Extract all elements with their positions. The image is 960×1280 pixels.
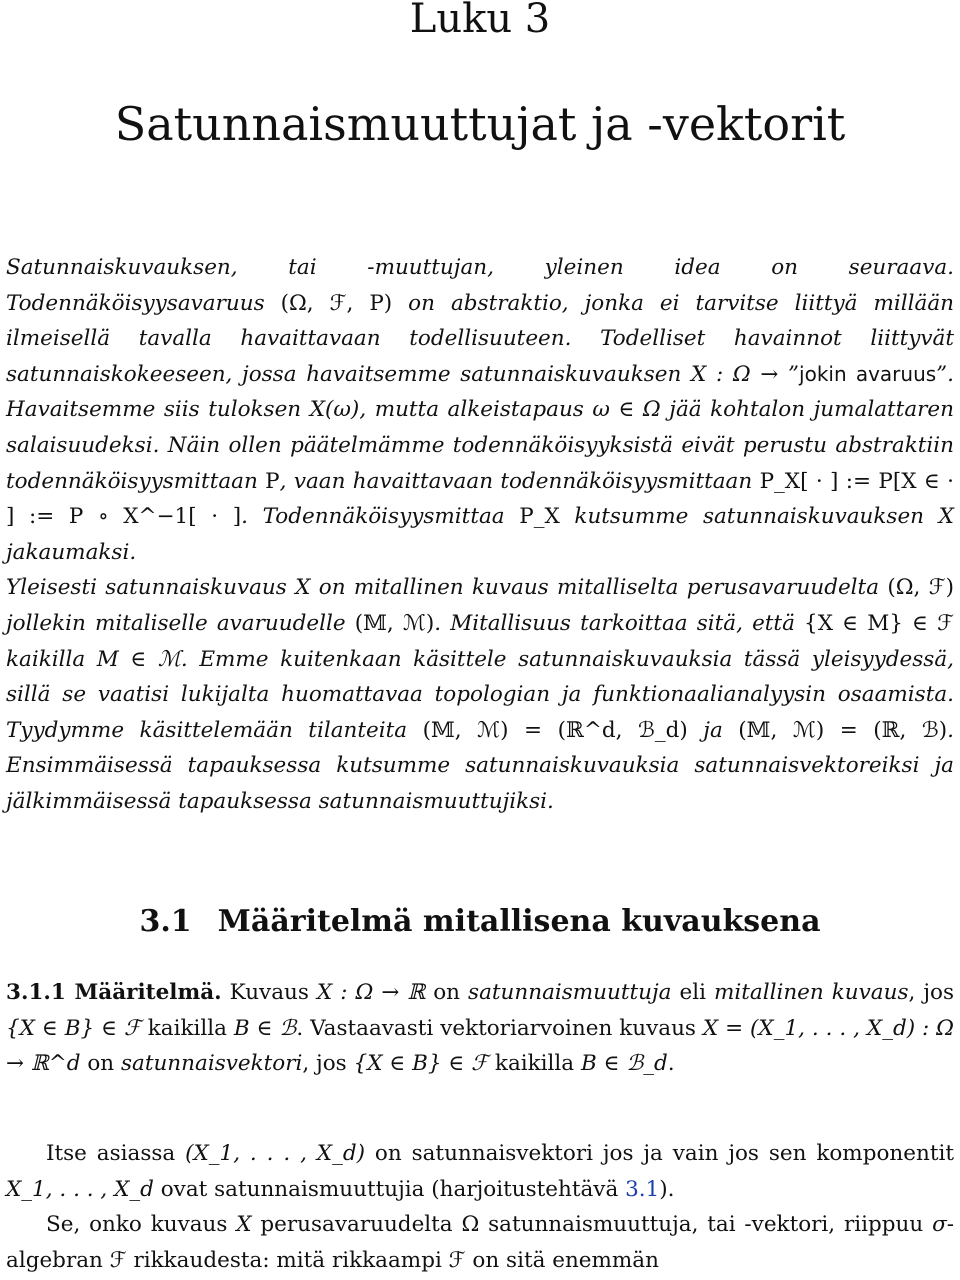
math-expression: (𝕄, ℳ) = (ℝ, ℬ) <box>738 717 948 743</box>
section-number: 3.1 <box>139 904 192 939</box>
definition-paragraph <box>6 975 954 1082</box>
math-expression: B ∈ ℬ <box>233 1015 297 1041</box>
text-run: ”. Havaitsemme siis tuloksen <box>6 361 954 423</box>
math-expression: jokin avaruus <box>799 361 937 386</box>
text-run: . Mitallisuus tarkoittaa sitä, että <box>434 610 805 636</box>
text-run: kaikilla <box>488 1051 581 1077</box>
defined-term: satunnaismuuttuja <box>468 980 672 1005</box>
text-run: ja <box>687 717 739 743</box>
body-paragraph-1 <box>6 1136 954 1207</box>
text-run: , vaan havaittavaan todennäköisyysmittaan <box>279 468 760 494</box>
text-run: , mutta alkeistapaus <box>359 397 593 423</box>
text-run: Kuvaus <box>221 980 317 1005</box>
math-expression: (Ω, ℱ, P) <box>280 290 393 316</box>
body-paragraph-2 <box>6 1207 954 1278</box>
math-expression: {X ∈ B} ∈ ℱ <box>353 1051 489 1077</box>
intro-paragraph-2 <box>6 570 954 819</box>
text-run: kaikilla <box>140 1015 234 1041</box>
math-expression: B ∈ ℬ_d <box>580 1051 668 1077</box>
text-run: . Emme kuitenkaan käsittele satunnaiskuvauksia tässä yleisyydessä, sillä se vaatisi lukijalta huomattavaa topologian ja funktionaalianalyysin osaamista. Tyydymme käsittelemään tilanteita <box>6 646 954 743</box>
math-expression: X <box>938 504 954 530</box>
text-run: , jos <box>302 1051 354 1077</box>
text-run: ovat satunnaismuuttujia (harjoitustehtävä <box>153 1176 626 1202</box>
math-expression: P_X[ · ] := P[X ∈ · ] := P ∘ X^−1[ · ] <box>6 468 954 530</box>
defined-term: satunnaisvektori <box>120 1051 303 1077</box>
intro-paragraphs <box>6 250 954 820</box>
chapter-label: Luku 3 <box>409 0 551 42</box>
text-run: Yleisesti satunnaiskuvaus <box>6 575 296 601</box>
defined-term: mitallinen kuvaus <box>713 980 909 1005</box>
text-run: -algebran <box>6 1212 955 1273</box>
text-run: on <box>80 1051 121 1077</box>
text-run: perusavaruudelta <box>251 1212 462 1238</box>
text-run: . Ensimmäisessä tapauksessa kutsumme satunnaiskuvauksia satunnaisvektoreiksi ja jälkimmäisessä tapauksessa satunnaismuuttujiksi. <box>6 717 955 814</box>
text-run: eli <box>671 980 714 1005</box>
math-expression: (X_1, . . . , X_d) <box>185 1141 366 1166</box>
intro-paragraph-1 <box>6 250 954 570</box>
text-run: ). <box>659 1176 675 1202</box>
math-expression: (𝕄, ℳ) = (ℝ^d, ℬ_d) <box>422 717 688 743</box>
text-run: on <box>425 980 469 1005</box>
definition-block <box>6 975 954 1082</box>
math-expression: P_X <box>519 504 560 530</box>
math-expression: X = (X_1, . . . , X_d) : Ω → ℝ^d <box>6 1015 954 1077</box>
math-expression: M ∈ ℳ <box>96 646 181 672</box>
math-expression: (Ω, ℱ) <box>887 575 955 601</box>
math-expression: P <box>265 468 280 494</box>
math-expression: {X ∈ M} ∈ ℱ <box>804 610 954 636</box>
text-run: rikkaudesta: mitä rikkaampi <box>126 1247 449 1273</box>
text-run: on satunnaisvektori jos ja vain jos sen komponentit <box>365 1141 954 1166</box>
text-run: on mitallinen kuvaus mitalliselta perusavaruudelta <box>310 575 888 601</box>
body-paragraphs <box>6 1136 954 1278</box>
math-expression: X(ω) <box>309 397 360 423</box>
math-expression: σ <box>932 1212 947 1238</box>
text-run: . <box>667 1051 675 1077</box>
definition-label: 3.1.1 Määritelmä. <box>6 980 222 1005</box>
math-expression: ℱ <box>109 1247 127 1273</box>
text-run: kaikilla <box>6 646 97 672</box>
math-expression: X <box>236 1212 252 1238</box>
text-run: jakaumaksi. <box>6 539 137 565</box>
math-expression: X <box>295 575 311 601</box>
text-run: on sitä enemmän <box>465 1247 659 1273</box>
math-expression: X : Ω → ” <box>691 361 800 387</box>
math-expression: X_1, . . . , X_d <box>6 1176 154 1202</box>
math-expression: {X ∈ B} ∈ ℱ <box>6 1015 141 1041</box>
text-run: Itse asiassa <box>46 1141 186 1166</box>
math-expression: ℱ <box>448 1247 466 1273</box>
math-expression: (𝕄, ℳ) <box>354 610 435 636</box>
text-run: jollekin mitaliselle avaruudelle <box>6 610 355 636</box>
chapter-title: Satunnaismuuttujat ja -vektorit <box>114 97 846 151</box>
text-run: , jos <box>908 980 954 1005</box>
text-run: jää kohtalon jumalattaren salaisuudeksi. Näin ollen päätelmämme todennäköisyyksistä eivät perustu abstraktiin todennäköisyysmittaan <box>6 397 954 494</box>
text-run: . Todennäköisyysmittaa <box>241 504 520 530</box>
text-run: Se, onko kuvaus <box>46 1212 237 1238</box>
text-run: kutsumme satunnaiskuvauksen <box>559 504 939 530</box>
math-expression: X : Ω → ℝ <box>316 980 426 1005</box>
exercise-link[interactable]: 3.1 <box>625 1176 660 1202</box>
text-run: on abstraktio, jonka ei tarvitse liittyä millään ilmeisellä tavalla havaittavaan todellisuuteen. Todelliset havainnot liittyvät satunnaiskokeeseen, jossa havaitsemme satunnaiskuvauksen <box>6 290 954 387</box>
math-expression: Ω <box>461 1212 480 1238</box>
math-expression: ω ∈ Ω <box>592 397 661 423</box>
text-run: Satunnaiskuvauksen, tai -muuttujan, yleinen idea on seuraava. Todennäköisyysavaruus <box>6 255 954 316</box>
text-run: satunnaismuuttuja, tai -vektori, riippuu <box>479 1212 933 1238</box>
section-title: Määritelmä mitallisena kuvauksena <box>217 904 821 939</box>
section-heading <box>0 902 960 942</box>
text-run: . Vastaavasti vektoriarvoinen kuvaus <box>296 1015 703 1041</box>
